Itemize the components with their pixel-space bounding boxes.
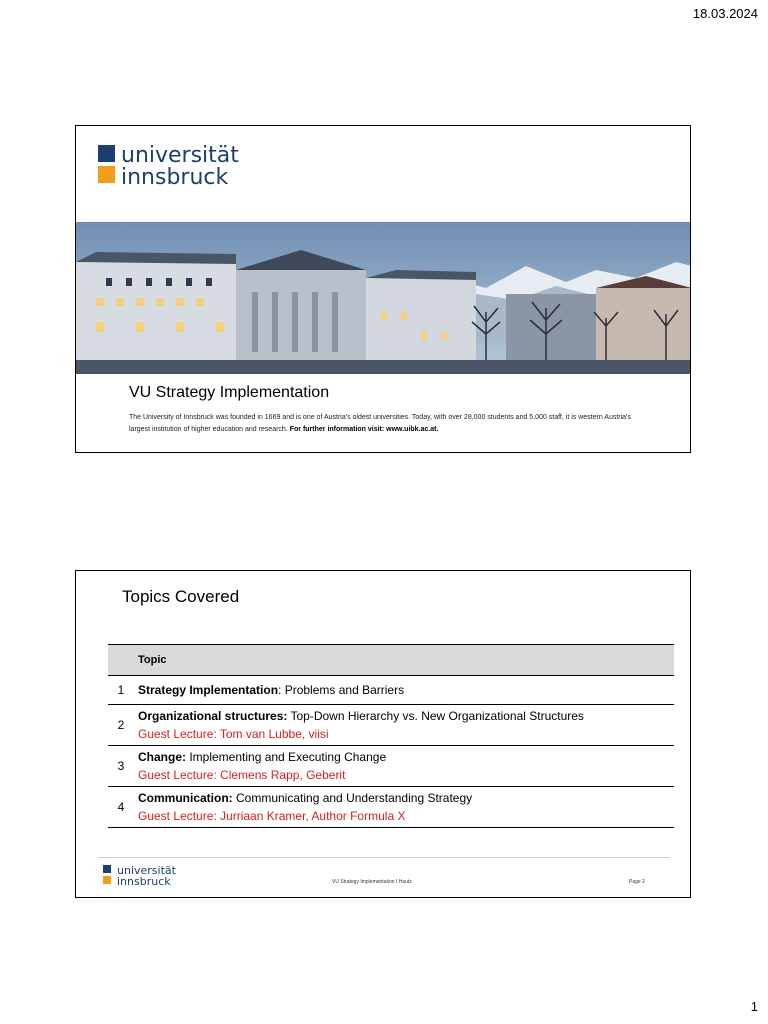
logo-line1: universität <box>121 143 239 168</box>
topics-table <box>108 644 674 828</box>
slide-topics <box>75 570 691 898</box>
document-date: 18.03.2024 <box>692 6 758 21</box>
page-number: 1 <box>750 999 758 1014</box>
footer-page-number: Page 2 <box>629 879 645 885</box>
row-number: 3 <box>108 746 134 787</box>
table-row <box>108 787 674 828</box>
table-header-row <box>108 645 674 676</box>
guest-lecture: Guest Lecture: Tom van Lubbe, viisi <box>138 727 329 741</box>
topic-cell: Change: Implementing and Executing Change Guest Lecture: Clemens Rapp, Geberit <box>134 746 674 787</box>
row-number: 1 <box>108 676 134 705</box>
slide1-description: The University of Innsbruck was founded in 1669 and is one of Austria's oldest universities. Today, with over 28,000 students and 5,000 staff, it is western Austria's largest institution of higher education and research. For further information visit: www.uibk.ac.at. <box>129 414 631 433</box>
table-row <box>108 705 674 746</box>
logo-line2: innsbruck <box>117 875 171 888</box>
topic-cell: Communication: Communicating and Understanding Strategy Guest Lecture: Jurriaan Kramer, Author Formula X <box>134 787 674 828</box>
table-row <box>108 676 674 705</box>
logo-line1: universität <box>117 864 176 877</box>
university-logo-small <box>103 865 176 887</box>
slide-title <box>75 125 691 453</box>
row-number: 4 <box>108 787 134 828</box>
table-header-topic: Topic <box>134 645 674 676</box>
logo-mark <box>103 865 111 884</box>
university-building-photo <box>76 222 691 374</box>
footer-divider <box>98 857 670 858</box>
footer-course: VU Strategy Implementation I Hautz <box>332 879 412 885</box>
table-row <box>108 746 674 787</box>
topic-cell: Strategy Implementation: Problems and Barriers <box>134 676 674 705</box>
slide2-title: Topics Covered <box>122 587 240 606</box>
slide1-title: VU Strategy Implementation <box>129 384 330 401</box>
logo-mark <box>98 145 115 183</box>
university-logo <box>98 145 239 189</box>
logo-line2: innsbruck <box>121 165 229 190</box>
row-number: 2 <box>108 705 134 746</box>
topic-cell: Organizational structures: Top-Down Hierarchy vs. New Organizational Structures Guest Lecture: Tom van Lubbe, viisi <box>134 705 674 746</box>
guest-lecture: Guest Lecture: Jurriaan Kramer, Author Formula X <box>138 809 406 823</box>
guest-lecture: Guest Lecture: Clemens Rapp, Geberit <box>138 768 346 782</box>
